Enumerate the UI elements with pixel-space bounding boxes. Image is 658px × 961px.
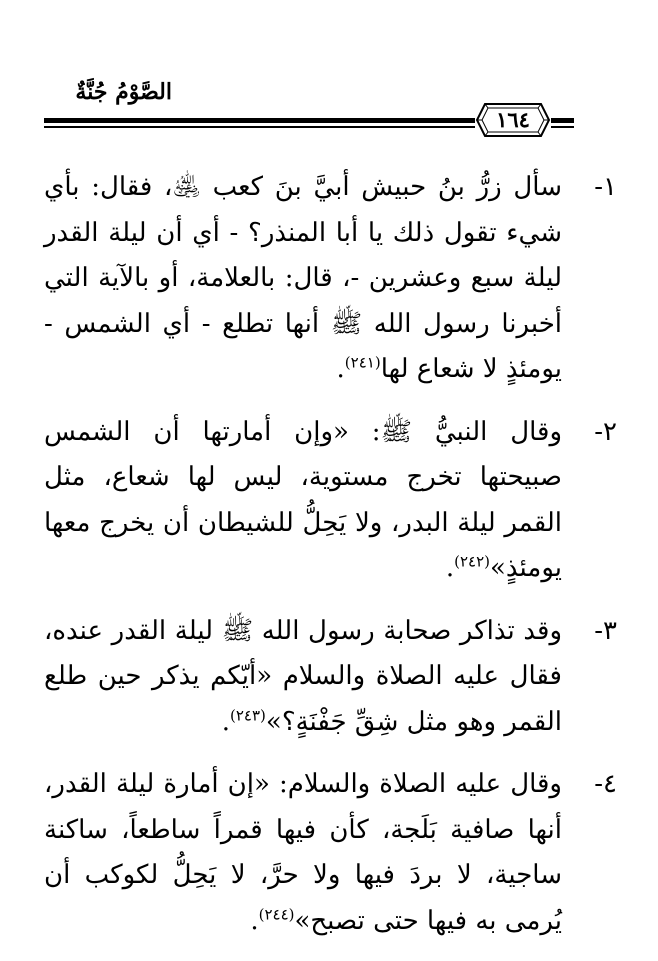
page-number: ١٦٤ — [496, 107, 530, 132]
list-item: ٣- وقد تذاكر صحابة رسول الله ﷺ ليلة القدر عنده، فقال عليه الصلاة والسلام «أيّكم يذكر حين طلع القمر وهو مثل شِقِّ جَفْنَةٍ؟»$^{(٢٤٣)}$. — [44, 609, 617, 746]
item-number: ٢- — [594, 416, 617, 447]
running-head-title: الصَّوْمُ جُنَّةٌ — [75, 79, 172, 105]
header-rule-right-thin — [551, 126, 574, 128]
item-number: ٤- — [594, 769, 617, 799]
item-text: وقد تذاكر صحابة رسول الله ﷺ ليلة القدر عنده، فقال عليه الصلاة والسلام «أيّكم يذكر حين طلع القمر وهو مثل شِقِّ جَفْنَةٍ؟» — [44, 615, 562, 737]
header-rule-left-thin — [44, 126, 475, 128]
item-text: سأل زرُّ بنُ حبيش أبيَّ بنَ كعب ﵁، فقال: بأي شيء تقول ذلك يا أبا المنذر؟ - أي أن ليلة القدر ليلة سبع وعشرين -، قال: بالعلامة، أو بالآية التي أخبرنا رسول الله ﷺ أنها تطلع - أي الشمس - يومئذٍ لا شعاع لها — [44, 172, 562, 384]
header-rule-left-thick — [44, 118, 475, 123]
item-number: ٣- — [594, 615, 617, 646]
footnote-ref: (٢٤٣) — [230, 705, 266, 724]
page-body — [44, 165, 617, 961]
list-item: ٤- وقال عليه الصلاة والسلام: «إن أمارة ليلة القدر، أنها صافية بَلَجة، كأن فيها قمراً ساطعاً، ساكنة ساجية، لا بردَ فيها ولا حرَّ، لا يَحِلُّ لكوكب أن يُرمى به فيها حتى تصبح»$^{(٢٤٤)}$. — [44, 762, 617, 944]
footnote-ref: (٢٤٢) — [454, 552, 490, 571]
item-number: ١- — [594, 172, 617, 202]
footnote-ref: (٢٤٤) — [258, 904, 295, 923]
list-item: ١- سأل زرُّ بنُ حبيش أبيَّ بنَ كعب ﵁، فقال: بأي شيء تقول ذلك يا أبا المنذر؟ - أي أن ليلة القدر ليلة سبع وعشرين -، قال: بالعلامة، أو بالآية التي أخبرنا رسول الله ﷺ أنها تطلع - أي الشمس - يومئذٍ لا شعاع لها$^{(٢٤١)}$. — [44, 165, 617, 393]
header-rule-right-thick — [551, 118, 574, 123]
item-text: وقال عليه الصلاة والسلام: «إن أمارة ليلة القدر، أنها صافية بَلَجة، كأن فيها قمراً ساطعاً، ساكنة ساجية، لا بردَ فيها ولا حرَّ، لا يَحِلُّ لكوكب أن يُرمى به فيها حتى تصبح» — [44, 769, 562, 936]
item-text: وقال النبيُّ ﷺ: «وإن أمارتها أن الشمس صبيحتها تخرج مستوية، ليس لها شعاع، مثل القمر ليلة البدر، ولا يَحِلُّ للشيطان أن يخرج معها يومئذٍ» — [44, 416, 562, 583]
list-item: ٢- وقال النبيُّ ﷺ: «وإن أمارتها أن الشمس صبيحتها تخرج مستوية، ليس لها شعاع، مثل القمر ليلة البدر، ولا يَحِلُّ للشيطان أن يخرج معها يومئذٍ»$^{(٢٤٢)}$. — [44, 410, 617, 592]
footnote-ref: (٢٤١) — [344, 353, 381, 372]
